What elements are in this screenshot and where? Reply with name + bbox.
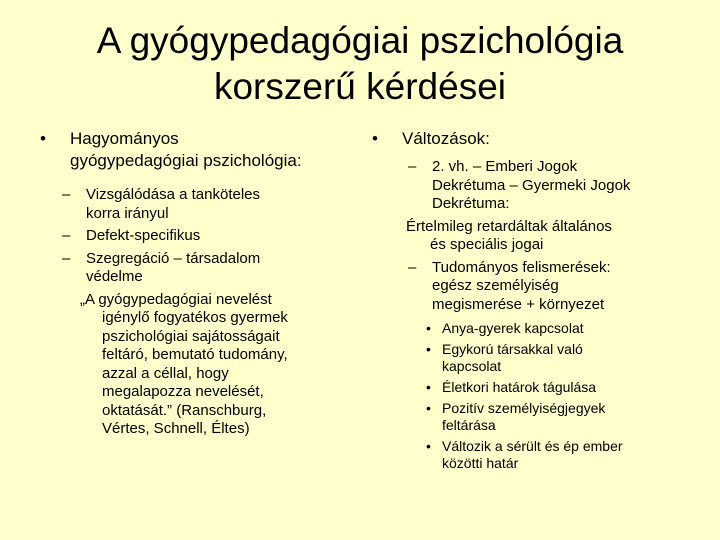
list-item xyxy=(62,227,360,246)
right-column xyxy=(372,128,702,476)
dash-icon: – xyxy=(62,227,71,244)
title-line-1: A gyógypedagógiai pszichológia xyxy=(96,20,624,61)
item-line: megismerése + környezet xyxy=(432,295,605,313)
item-line: Életkori határok tágulása xyxy=(442,379,597,395)
item-line: Pozitív személyiségjegyek xyxy=(442,400,606,416)
list-item xyxy=(62,250,360,287)
item-line: Anya-gyerek kapcsolat xyxy=(442,320,584,336)
left-sublist xyxy=(62,186,360,439)
note-line: és speciális jogai xyxy=(430,236,544,253)
item-line: Tudományos felismerések: xyxy=(432,258,611,276)
item-line: 2. vh. – Emberi Jogok xyxy=(432,158,578,175)
item-line: közötti határ xyxy=(442,455,519,471)
dash-icon: – xyxy=(62,249,71,267)
dash-icon: – xyxy=(62,186,71,203)
quote-line: pszichológiai sajátosságait xyxy=(102,327,280,345)
quote-line: feltáró, bemutató tudomány, xyxy=(102,346,288,363)
bullet-icon: • xyxy=(372,129,378,148)
item-line: Vizsgálódása a tanköteles xyxy=(86,186,261,203)
dash-icon: – xyxy=(408,158,417,175)
list-item xyxy=(372,341,702,375)
note-line: Értelmileg retardáltak általános xyxy=(406,217,612,235)
right-heading-text: Változások: xyxy=(402,129,490,148)
bullet-icon: • xyxy=(426,341,431,357)
item-line: védelme xyxy=(86,268,143,285)
note xyxy=(406,218,702,255)
list-item xyxy=(372,379,702,396)
list-item xyxy=(372,320,702,337)
list-item xyxy=(408,158,702,214)
right-heading xyxy=(372,128,702,150)
bullet-icon: • xyxy=(40,129,46,148)
item-line: kapcsolat xyxy=(442,358,502,374)
bullet-icon: • xyxy=(426,400,431,416)
item-line: egész személyiség xyxy=(432,277,559,294)
list-item xyxy=(372,438,702,472)
dash-icon: – xyxy=(408,258,417,276)
right-sublist xyxy=(408,158,702,314)
item-line: korra irányul xyxy=(86,204,169,222)
right-subsublist xyxy=(372,320,702,472)
slide-title xyxy=(0,18,720,110)
item-line: Változik a sérült és ép ember xyxy=(442,438,623,454)
left-heading xyxy=(40,128,360,172)
item-line: Defekt-specifikus xyxy=(86,227,201,244)
list-item xyxy=(372,400,702,434)
left-column xyxy=(40,128,360,443)
item-line: feltárása xyxy=(442,417,496,433)
quote-line: „A gyógypedagógiai nevelést xyxy=(80,290,272,308)
list-item xyxy=(62,186,360,223)
quote-line: igénylő fogyatékos gyermek xyxy=(102,309,288,326)
list-item xyxy=(408,259,702,315)
bullet-icon: • xyxy=(426,438,431,454)
quote-line: Vértes, Schnell, Éltes) xyxy=(102,420,250,437)
left-heading-line-2: gyógypedagógiai pszichológia: xyxy=(70,151,302,170)
item-line: Szegregáció – társadalom xyxy=(86,249,261,267)
left-heading-line-1: Hagyományos xyxy=(70,129,179,148)
item-line: Dekrétuma – Gyermeki Jogok xyxy=(432,176,631,194)
bullet-icon: • xyxy=(426,379,431,395)
quote-line: azzal a céllal, hogy xyxy=(102,364,229,382)
item-line: Dekrétuma: xyxy=(432,195,510,212)
title-line-2: korszerű kérdései xyxy=(213,66,506,107)
quote-line: oktatását.” (Ranschburg, xyxy=(102,401,267,419)
bullet-icon: • xyxy=(426,320,431,336)
item-line: Egykorú társakkal való xyxy=(442,341,583,357)
quote-line: megalapozza nevelését, xyxy=(102,383,264,400)
quote xyxy=(62,291,360,439)
